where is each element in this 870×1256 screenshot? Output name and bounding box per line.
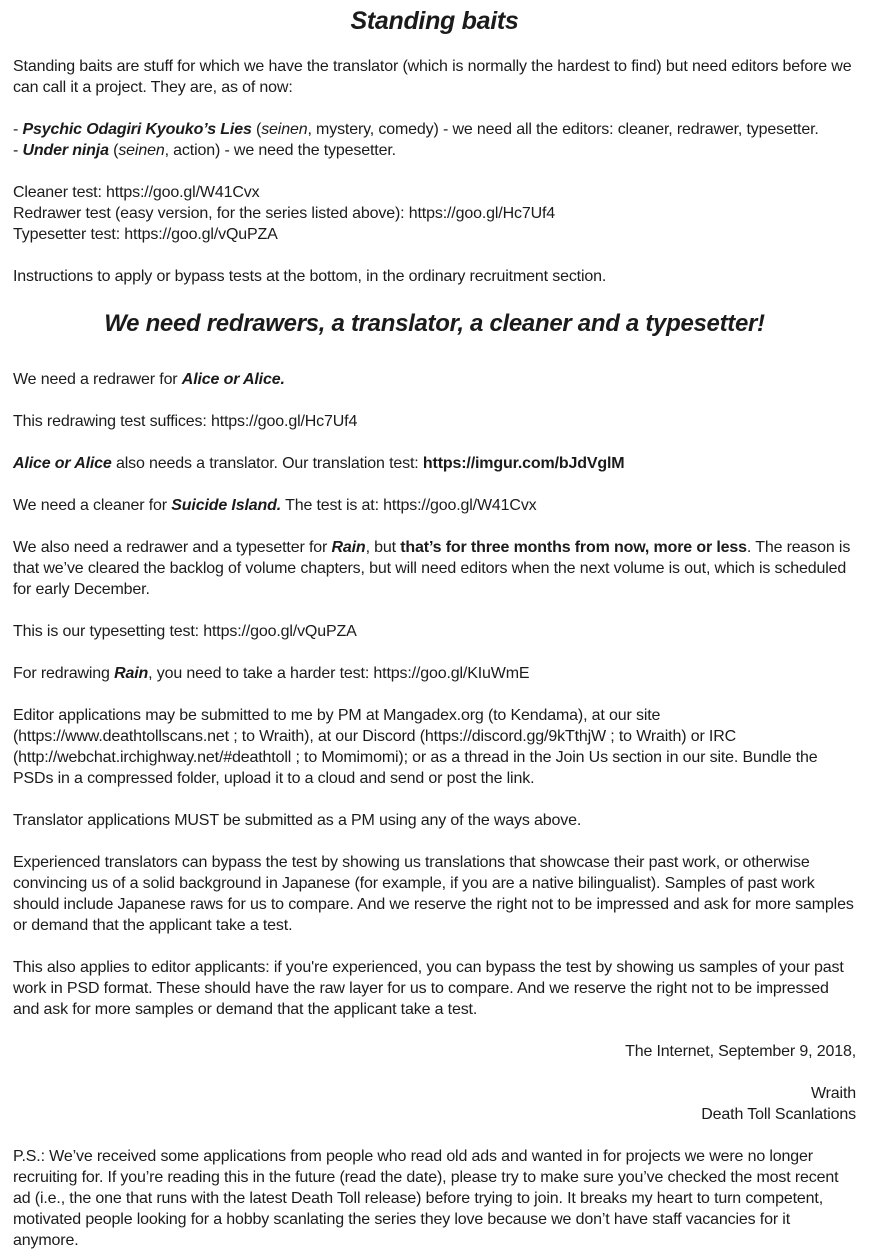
date-line: The Internet, September 9, 2018,	[625, 1043, 856, 1060]
cleaner-test-link-line: Cleaner test: https://goo.gl/W41Cvx	[13, 184, 260, 201]
paragraph-rain-editors: We also need a redrawer and a typesetter for Rain, but that’s for three months from now, more or less. The reason is that we’ve cleared the backlog of volume chapters, but will need editors when the next volume is out, which is scheduled for early December.	[13, 539, 851, 598]
redrawer-test-link-line: Redrawer test (easy version, for the series listed above): https://goo.gl/Hc7Uf4	[13, 205, 556, 222]
standing-baits-list	[13, 119, 856, 161]
recruitment-heading: We need redrawers, a translator, a cleaner and a typesetter!	[104, 310, 765, 337]
paragraph-alice-translator: Alice or Alice also needs a translator. Our translation test: https://imgur.com/bJdVglM	[13, 455, 625, 472]
page-title: Standing baits	[350, 7, 519, 35]
signature-block	[13, 1083, 856, 1125]
test-links-list	[13, 182, 856, 245]
paragraph-instructions: Instructions to apply or bypass tests at the bottom, in the ordinary recruitment section.	[13, 268, 607, 285]
list-item-under-ninja: - Under ninja (seinen, action) - we need the typesetter.	[13, 142, 396, 159]
paragraph-translator-applications: Translator applications MUST be submitted as a PM using any of the ways above.	[13, 812, 582, 829]
signature-group-name: Death Toll Scanlations	[701, 1106, 856, 1123]
paragraph-redraw-test: This redrawing test suffices: https://goo.gl/Hc7Uf4	[13, 413, 358, 430]
signature-name: Wraith	[810, 1085, 856, 1102]
paragraph-editor-bypass: This also applies to editor applicants: if you're experienced, you can bypass the test by showing us samples of your past work in PSD format. These should have the raw layer for us to compare. And we reserve the right not to be impressed and ask for more samples or demand that the applicant take a test.	[13, 959, 844, 1018]
paragraph-experienced-translators: Experienced translators can bypass the test by showing us translations that showcase their past work, or otherwise convincing us of a solid background in Japanese (for example, if you are a native bilingualist). Samples of past work should include Japanese raws for us to compare. And we reserve the right not to be impressed and ask for more samples or demand that the applicant take a test.	[13, 854, 854, 934]
paragraph-typesetting-test: This is our typesetting test: https://goo.gl/vQuPZA	[13, 623, 357, 640]
paragraph-alice-redrawer: We need a redrawer for Alice or Alice.	[13, 371, 285, 388]
paragraph-postscript: P.S.: We’ve received some applications from people who read old ads and wanted in for projects we were no longer recruiting for. If you’re reading this in the future (read the date), please try to make sure you’ve checked the most recent ad (i.e., the one that runs with the latest Death Toll release) before trying to join. It breaks my heart to turn competent, motivated people looking for a hobby scanlating the series they love because we don’t have staff vacancies for it anymore.	[13, 1148, 839, 1249]
paragraph-editor-applications: Editor applications may be submitted to me by PM at Mangadex.org (to Kendama), at our site (https://www.deathtollscans.net ; to Wraith), at our Discord (https://discord.gg/9kTthjW ; to Wraith) or IRC (http://webchat.irchighway.net/#deathtoll ; to Momimomi); or as a thread in the Join Us section in our site. Bundle the PSDs in a compressed folder, upload it to a cloud and send or post the link.	[13, 707, 818, 787]
paragraph-suicide-island-cleaner: We need a cleaner for Suicide Island. The test is at: https://goo.gl/W41Cvx	[13, 497, 537, 514]
typesetter-test-link-line: Typesetter test: https://goo.gl/vQuPZA	[13, 226, 278, 243]
list-item-psychic-odagiri: - Psychic Odagiri Kyouko’s Lies (seinen, mystery, comedy) - we need all the editors: cleaner, redrawer, typesetter.	[13, 121, 819, 138]
paragraph-rain-redraw-test: For redrawing Rain, you need to take a harder test: https://goo.gl/KIuWmE	[13, 665, 530, 682]
paragraph-standing-baits-intro: Standing baits are stuff for which we have the translator (which is normally the hardest to find) but need editors before we can call it a project. They are, as of now:	[13, 58, 852, 96]
